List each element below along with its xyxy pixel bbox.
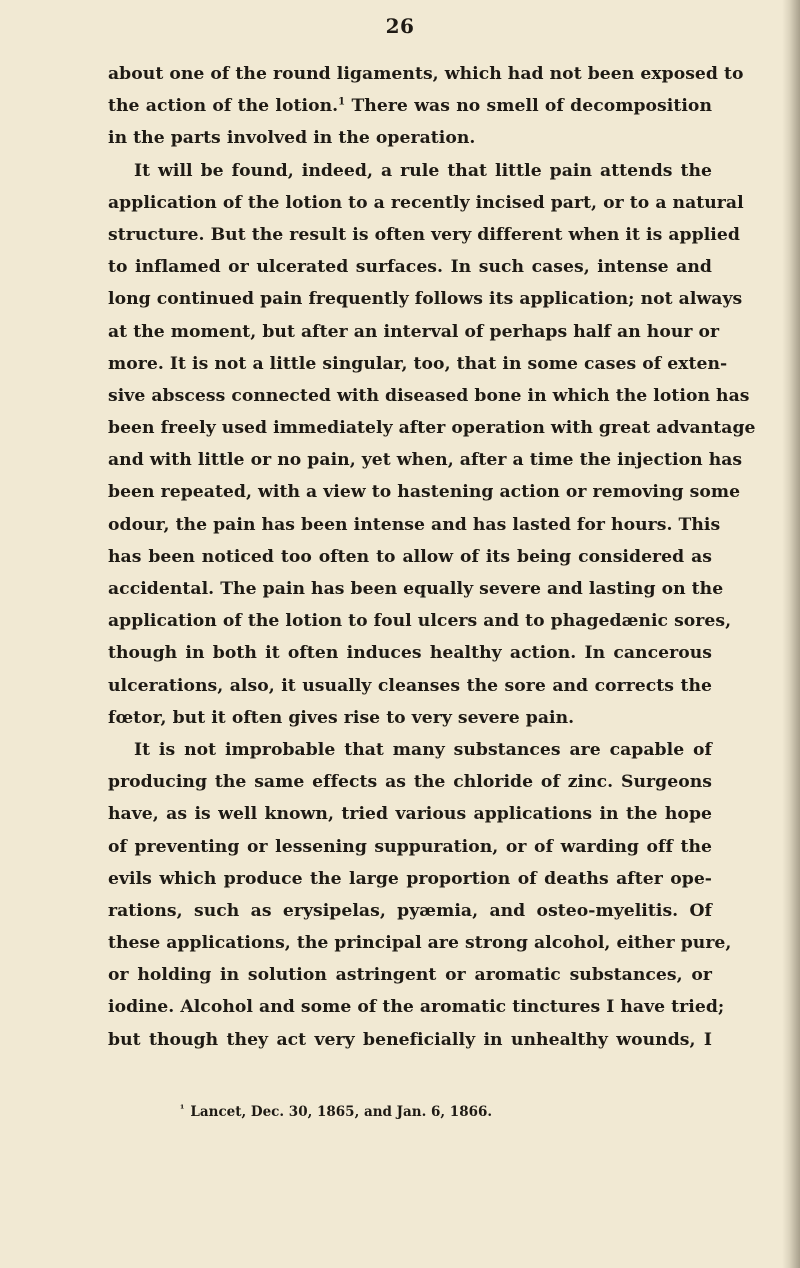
text-line-content: these applications, the principal are strong alcohol, either pure, (108, 933, 732, 954)
text-line (108, 348, 728, 380)
text-line (108, 412, 756, 444)
text-line-content: application of the lotion to foul ulcers and to phagedænic sores, (108, 611, 732, 632)
text-line (108, 637, 712, 669)
text-line (108, 991, 725, 1023)
text-line-content: has been noticed too often to allow of its being considered as (108, 546, 712, 567)
text-line-content: though in both it often induces healthy action. In cancerous (108, 643, 712, 664)
text-line-content: more. It is not a little singular, too, that in some cases of exten- (108, 353, 728, 374)
text-line-content: rations, such as erysipelas, pyæmia, and osteo-myelitis. Of (108, 900, 712, 921)
text-line (108, 283, 743, 315)
text-line-content: the action of the lotion. (108, 96, 339, 117)
text-line (108, 959, 712, 991)
text-line (108, 476, 741, 508)
text-line-content: producing the same effects as the chloride of zinc. Surgeons (108, 772, 712, 793)
page-edge-shadow (782, 0, 800, 1268)
text-line-content: application of the lotion to a recently incised part, or to a natural (108, 192, 744, 213)
text-line-content: at the moment, but after an interval of perhaps half an hour or (108, 321, 720, 342)
text-line-content: odour, the pain has been intense and has lasted for hours. This (108, 514, 721, 535)
text-line (108, 573, 724, 605)
text-line-content: but though they act very beneficially in unhealthy wounds, I (108, 1029, 712, 1050)
text-line-content: or holding in solution astringent or aromatic substances, or (108, 965, 712, 986)
text-line (108, 1024, 712, 1056)
text-line-content: long continued pain frequently follows its application; not always (108, 289, 743, 310)
text-line-content: been repeated, with a view to hastening action or removing some (108, 482, 741, 503)
text-line (108, 155, 712, 187)
text-line (108, 702, 712, 734)
text-line (108, 798, 712, 830)
text-line-content: iodine. Alcohol and some of the aromatic tinctures I have tried; (108, 997, 725, 1018)
text-line (108, 895, 712, 927)
text-line-content: accidental. The pain has been equally severe and lasting on the (108, 579, 724, 599)
text-line (108, 927, 732, 959)
text-line (108, 605, 732, 637)
text-line (108, 187, 744, 219)
text-line (108, 380, 750, 412)
text-line (108, 316, 720, 348)
text-line-content: evils which produce the large proportion of deaths after ope- (108, 868, 712, 889)
footnote-reference: 1 (338, 96, 346, 108)
text-line (108, 670, 712, 702)
text-line-continuation: There was no smell of decomposition (345, 96, 712, 117)
text-line (108, 444, 743, 476)
footnote (180, 1104, 492, 1120)
page-number: 26 (385, 14, 415, 38)
text-line (108, 122, 712, 154)
text-line (108, 219, 740, 251)
text-line (108, 863, 712, 895)
text-line (108, 541, 712, 573)
text-line-content: about one of the round ligaments, which had not been exposed to (108, 64, 744, 84)
footnote-text: Lancet, Dec. 30, 1865, and Jan. 6, 1866. (190, 1104, 493, 1120)
text-line-content: to inflamed or ulcerated surfaces. In such cases, intense and (108, 257, 712, 278)
text-line-content: fœtor, but it often gives rise to very severe pain. (108, 707, 575, 728)
text-line (108, 58, 744, 90)
text-line-content: been freely used immediately after operation with great advantage (108, 418, 756, 439)
text-line-content: sive abscess connected with diseased bone in which the lotion has (108, 385, 750, 406)
text-line (108, 90, 712, 122)
text-line-content: of preventing or lessening suppuration, or of warding off the (108, 836, 712, 857)
text-line (108, 734, 712, 766)
text-line (108, 831, 712, 863)
text-line (108, 509, 721, 541)
text-line-content: in the parts involved in the operation. (108, 128, 476, 149)
text-line (108, 251, 712, 283)
text-line-content: It will be found, indeed, a rule that little pain attends the (134, 160, 712, 181)
body-text (108, 58, 756, 1056)
text-line (108, 766, 712, 798)
text-line-content: and with little or no pain, yet when, after a time the injection has (108, 450, 743, 471)
text-line-content: ulcerations, also, it usually cleanses the sore and corrects the (108, 675, 712, 696)
footnote-mark: ¹ (180, 1104, 185, 1115)
text-line-content: It is not improbable that many substances are capable of (134, 739, 712, 760)
text-line-content: have, as is well known, tried various applications in the hope (108, 804, 712, 825)
text-line-content: structure. But the result is often very different when it is applied (108, 224, 740, 245)
